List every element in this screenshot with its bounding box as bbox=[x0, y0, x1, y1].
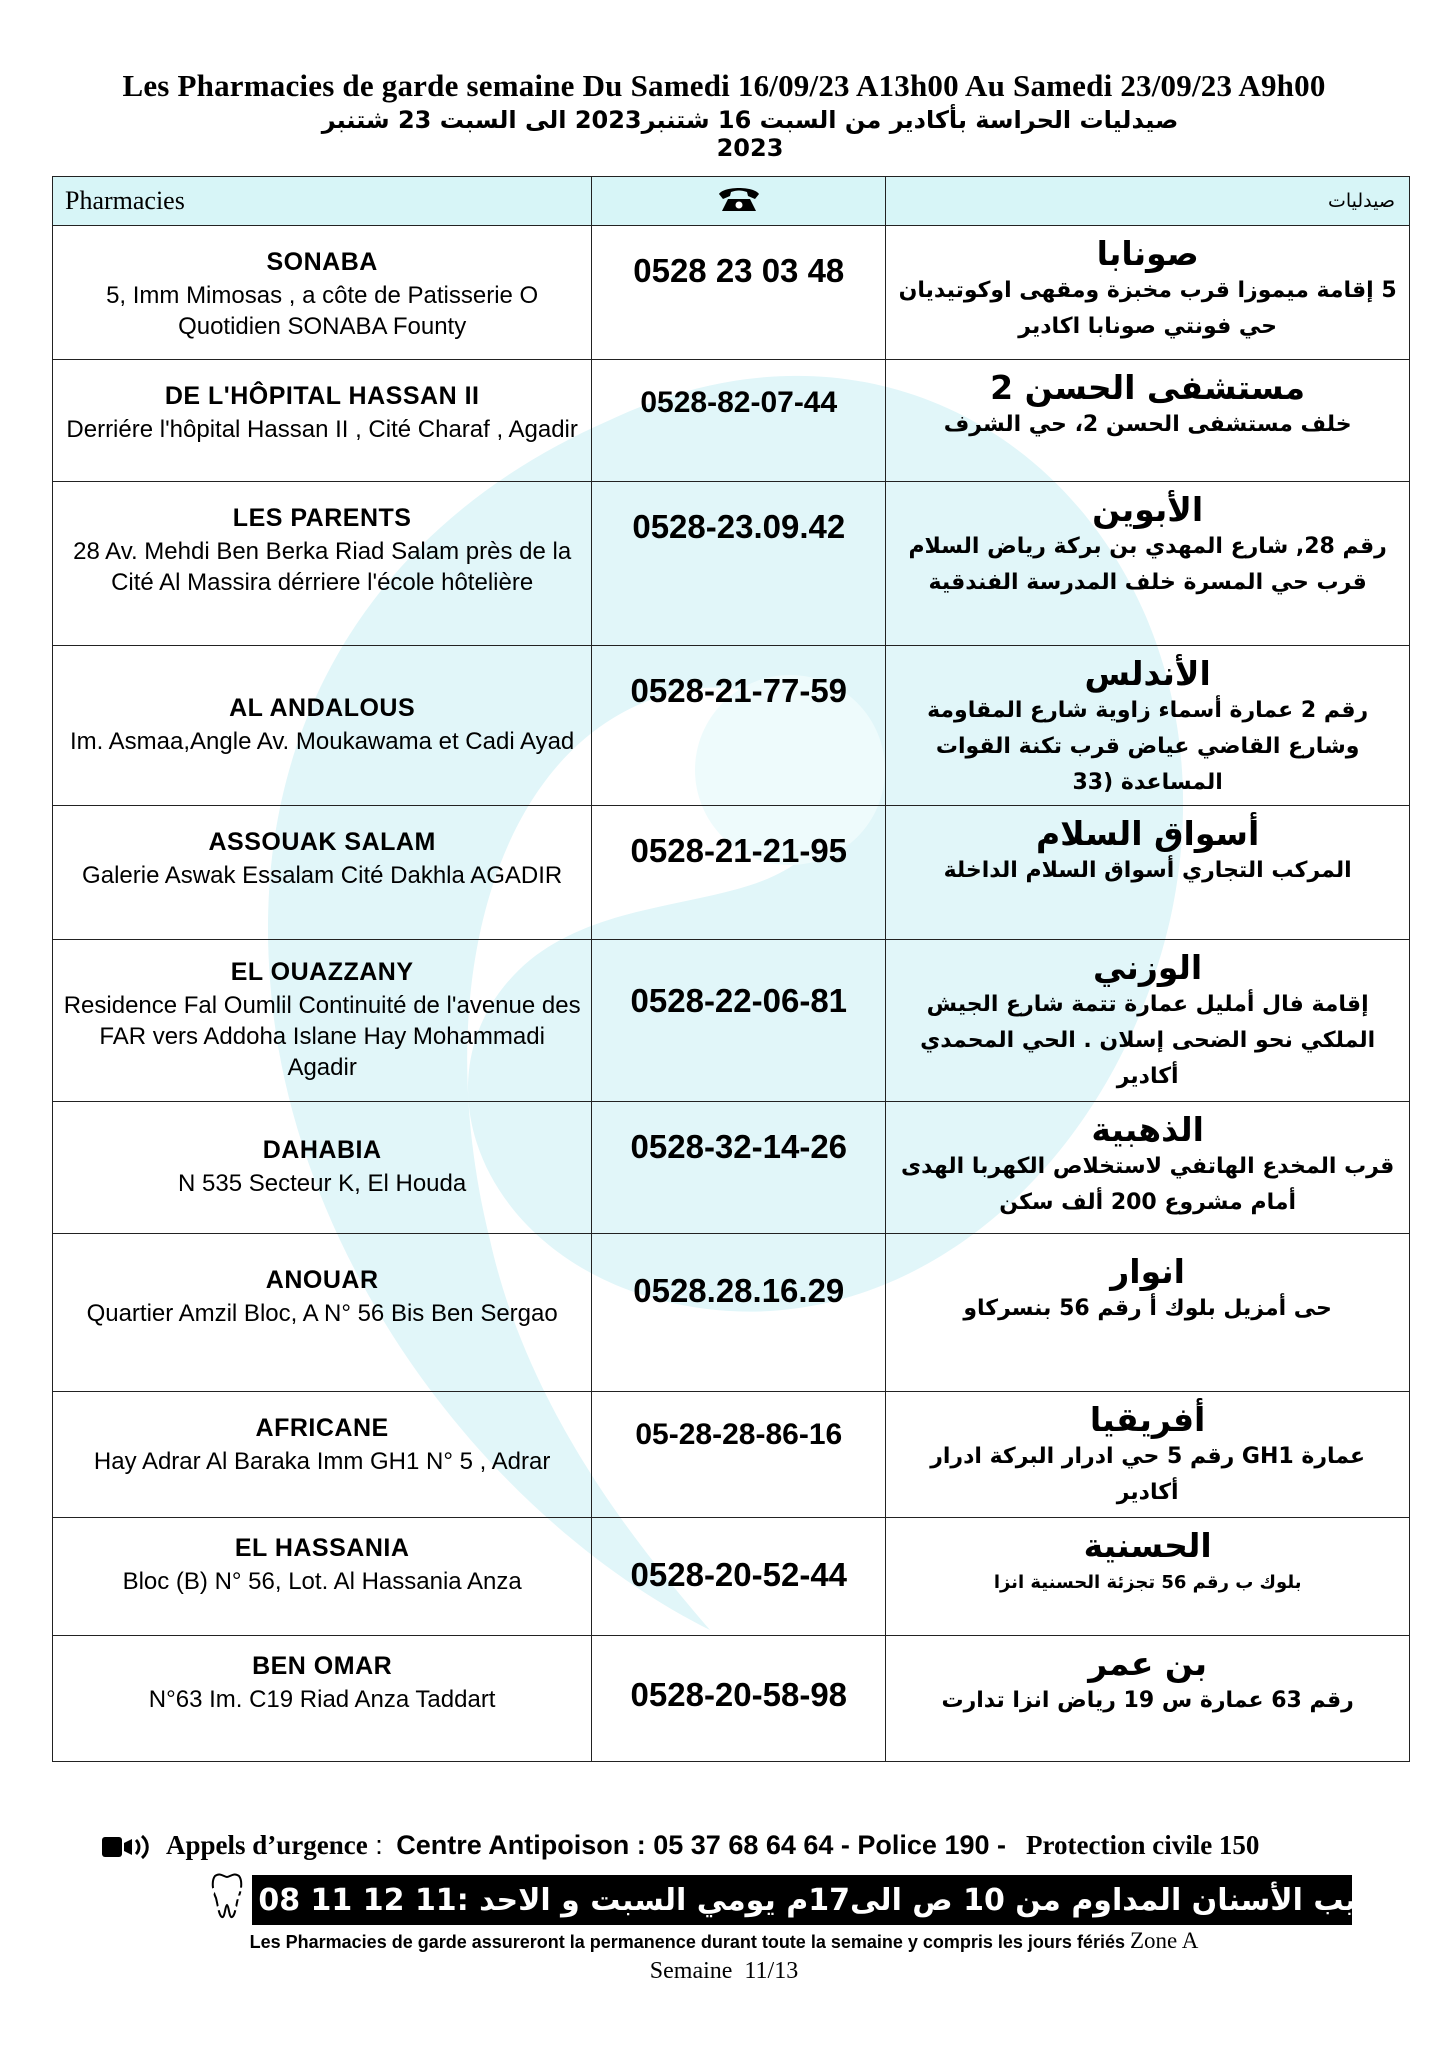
pharmacy-name: EL HASSANIA bbox=[234, 1534, 410, 1562]
column-header-ar: صيدليات bbox=[886, 177, 1410, 226]
phone-cell bbox=[592, 482, 886, 646]
pharmacy-phone: 0528-32-14-26 bbox=[630, 1128, 848, 1165]
pharmacy-address-ar: بلوك ب رقم 56 تجزئة الحسنية انزا bbox=[993, 1572, 1302, 1593]
table-row bbox=[53, 1518, 1410, 1636]
column-header-phone bbox=[592, 177, 886, 226]
phone-cell bbox=[592, 1518, 886, 1636]
pharmacy-name-ar: الأندلس bbox=[1084, 654, 1211, 693]
pharmacy-address: Bloc (B) N° 56, Lot. Al Hassania Anza bbox=[122, 1568, 522, 1595]
arabic-cell bbox=[886, 1518, 1410, 1636]
pharmacy-cell bbox=[53, 1102, 592, 1234]
pharmacy-name: AFRICANE bbox=[255, 1414, 389, 1442]
civil-protection: Protection civile 150 bbox=[1026, 1830, 1260, 1860]
dentist-on-duty-banner: طبيب الأسنان المداوم من 10 ص الى17م يومي السبت و الاحد :11 12 11 08 06 bbox=[252, 1875, 1352, 1925]
emergency-numbers: Centre Antipoison : 05 37 68 64 64 - Police 190 - bbox=[396, 1830, 1006, 1860]
pharmacy-cell bbox=[53, 1636, 592, 1762]
arabic-cell bbox=[886, 482, 1410, 646]
pharmacy-address-ar: 5 إقامة ميموزا قرب مخبزة ومقهى اوكوتيديان حي فونتي صونابا اكادير bbox=[898, 278, 1397, 339]
pharmacy-name-ar: أفريقيا bbox=[1089, 1400, 1206, 1439]
zone-label: Zone A bbox=[1130, 1928, 1199, 1953]
arabic-cell bbox=[886, 360, 1410, 482]
pharmacy-phone: 0528-21-77-59 bbox=[630, 672, 848, 709]
emergency-label: Appels d’urgence bbox=[166, 1830, 368, 1860]
pharmacy-phone: 0528-20-52-44 bbox=[630, 1556, 848, 1593]
emergency-line bbox=[100, 1830, 1400, 1861]
pharmacy-address-ar: خلف مستشفى الحسن 2، حي الشرف bbox=[943, 412, 1352, 437]
pharmacy-name-ar: أسواق السلام bbox=[1035, 814, 1260, 853]
phone-cell bbox=[592, 226, 886, 360]
pharmacy-phone: 0528-82-07-44 bbox=[640, 386, 838, 419]
telephone-icon bbox=[716, 185, 762, 213]
pharmacy-cell bbox=[53, 226, 592, 360]
pharmacies-table bbox=[52, 176, 1410, 1762]
table-row bbox=[53, 1392, 1410, 1518]
table-row bbox=[53, 226, 1410, 360]
phone-cell bbox=[592, 646, 886, 806]
pharmacy-name-ar: الحسنية bbox=[1083, 1526, 1212, 1565]
arabic-cell bbox=[886, 940, 1410, 1102]
pharmacy-address-ar: رقم 63 عمارة س 19 رياض انزا تدارت bbox=[941, 1688, 1354, 1713]
table-row bbox=[53, 806, 1410, 940]
pharmacy-name: ANOUAR bbox=[265, 1266, 379, 1294]
arabic-cell bbox=[886, 226, 1410, 360]
emergency-separator: : bbox=[367, 1830, 391, 1860]
arabic-cell bbox=[886, 1392, 1410, 1518]
page-title-ar: صيدليات الحراسة بأكادير من السبت 16 شتنبر2023 الى السبت 23 شتنبر 2023 bbox=[321, 106, 1179, 162]
pharmacy-phone: 0528-21-21-95 bbox=[630, 832, 848, 869]
pharmacy-cell bbox=[53, 1392, 592, 1518]
arabic-cell bbox=[886, 806, 1410, 940]
pharmacy-name-ar: مستشفى الحسن 2 bbox=[990, 368, 1306, 407]
pharmacy-name: BEN OMAR bbox=[252, 1652, 393, 1680]
pharmacy-address: 28 Av. Mehdi Ben Berka Riad Salam près de la Cité Al Massira dérriere l'école hôtelière bbox=[73, 538, 572, 596]
pharmacy-phone: 0528-22-06-81 bbox=[630, 982, 848, 1019]
phone-cell bbox=[592, 1102, 886, 1234]
footer-note-text: Les Pharmacies de garde assureront la permanence durant toute la semaine y compris les jours fériés bbox=[249, 1932, 1125, 1952]
table-row bbox=[53, 1102, 1410, 1234]
column-header-pharmacies: Pharmacies bbox=[53, 177, 592, 226]
pharmacy-name: DE L'HÔPITAL HASSAN II bbox=[164, 382, 480, 410]
pharmacy-name-ar: بن عمر bbox=[1088, 1644, 1208, 1683]
pharmacy-address: 5, Imm Mimosas , a côte de Patisserie O Quotidien SONABA Founty bbox=[106, 282, 539, 340]
pharmacy-cell bbox=[53, 940, 592, 1102]
pharmacy-address-ar: عمارة GH1 رقم 5 حي ادرار البركة ادرار أكادير bbox=[930, 1444, 1366, 1505]
pharmacy-address: N°63 Im. C19 Riad Anza Taddart bbox=[148, 1686, 496, 1713]
pharmacy-address: Im. Asmaa,Angle Av. Moukawama et Cadi Ayad bbox=[70, 728, 575, 755]
page-title-fr: Les Pharmacies de garde semaine Du Samedi 16/09/23 A13h00 Au Samedi 23/09/23 A9h00 bbox=[122, 68, 1326, 103]
phone-cell bbox=[592, 806, 886, 940]
pharmacy-name: AL ANDALOUS bbox=[229, 694, 416, 722]
pharmacy-name: EL OUAZZANY bbox=[230, 958, 414, 986]
phone-cell bbox=[592, 360, 886, 482]
table-header-row bbox=[53, 177, 1410, 226]
arabic-cell bbox=[886, 1234, 1410, 1392]
table-row bbox=[53, 940, 1410, 1102]
pharmacy-cell bbox=[53, 360, 592, 482]
arabic-cell bbox=[886, 646, 1410, 806]
pharmacy-name: DAHABIA bbox=[262, 1136, 382, 1164]
pharmacy-phone: 0528.28.16.29 bbox=[633, 1272, 845, 1309]
pharmacy-name-ar: الذهبية bbox=[1091, 1110, 1204, 1149]
pharmacy-phone: 0528-20-58-98 bbox=[630, 1676, 848, 1713]
pharmacy-cell bbox=[53, 806, 592, 940]
table-row bbox=[53, 646, 1410, 806]
pharmacy-cell bbox=[53, 1518, 592, 1636]
pharmacy-name-ar: صونابا bbox=[1096, 234, 1199, 273]
footer-note bbox=[0, 1928, 1448, 1954]
table-row bbox=[53, 482, 1410, 646]
table-row bbox=[53, 360, 1410, 482]
pharmacy-address: Galerie Aswak Essalam Cité Dakhla AGADIR bbox=[82, 862, 563, 889]
table-row bbox=[53, 1234, 1410, 1392]
pharmacy-name: ASSOUAK SALAM bbox=[208, 828, 436, 856]
phone-cell bbox=[592, 940, 886, 1102]
pharmacy-address: Hay Adrar Al Baraka Imm GH1 N° 5 , Adrar bbox=[93, 1448, 551, 1475]
pharmacy-address: Derriére l'hôpital Hassan II , Cité Charaf , Agadir bbox=[66, 416, 578, 443]
pharmacy-name-ar: انوار bbox=[1110, 1252, 1185, 1291]
pharmacy-address-ar: رقم 28, شارع المهدي بن بركة رياض السلام قرب حي المسرة خلف المدرسة الفندقية bbox=[908, 534, 1387, 595]
phone-cell bbox=[592, 1234, 886, 1392]
pharmacy-address-ar: إقامة فال أمليل عمارة تتمة شارع الجيش الملكي نحو الضحى إسلان . الحي المحمدي أكادير bbox=[920, 992, 1376, 1089]
pharmacy-phone: 0528-23.09.42 bbox=[632, 508, 846, 545]
week-label: Semaine 11/13 bbox=[649, 1958, 799, 1984]
pharmacy-address-ar: المركب التجاري أسواق السلام الداخلة bbox=[943, 858, 1352, 883]
phone-cell bbox=[592, 1636, 886, 1762]
pharmacy-name-ar: الأبوين bbox=[1092, 490, 1204, 529]
pharmacy-name-ar: الوزني bbox=[1093, 948, 1203, 987]
pharmacy-address: Quartier Amzil Bloc, A N° 56 Bis Ben Sergao bbox=[86, 1300, 558, 1327]
pharmacy-phone: 0528 23 03 48 bbox=[633, 252, 845, 289]
phone-cell bbox=[592, 1392, 886, 1518]
arabic-cell bbox=[886, 1102, 1410, 1234]
arabic-cell bbox=[886, 1636, 1410, 1762]
pharmacy-address: N 535 Secteur K, El Houda bbox=[178, 1170, 467, 1197]
pharmacy-phone: 05-28-28-86-16 bbox=[635, 1418, 843, 1451]
pharmacy-name: SONABA bbox=[266, 248, 378, 276]
table-row bbox=[53, 1636, 1410, 1762]
pharmacy-address: Residence Fal Oumlil Continuité de l'avenue des FAR vers Addoha Islane Hay Mohammadi Agadir bbox=[63, 992, 581, 1081]
pharmacy-address-ar: قرب المخدع الهاتفي لاستخلاص الكهربا الهدى أمام مشروع 200 ألف سكن bbox=[901, 1154, 1395, 1215]
pharmacy-name: LES PARENTS bbox=[232, 504, 412, 532]
pharmacy-address-ar: رقم 2 عمارة أسماء زاوية شارع المقاومة وشارع القاضي عياض قرب تكنة القوات المساعدة (33 bbox=[927, 698, 1369, 795]
pharmacy-cell bbox=[53, 482, 592, 646]
pharmacy-cell bbox=[53, 1234, 592, 1392]
pharmacy-address-ar: حى أمزيل بلوك أ رقم 56 بنسركاو bbox=[963, 1296, 1332, 1321]
pharmacy-cell bbox=[53, 646, 592, 806]
telephone-speaker-icon bbox=[100, 1831, 156, 1861]
